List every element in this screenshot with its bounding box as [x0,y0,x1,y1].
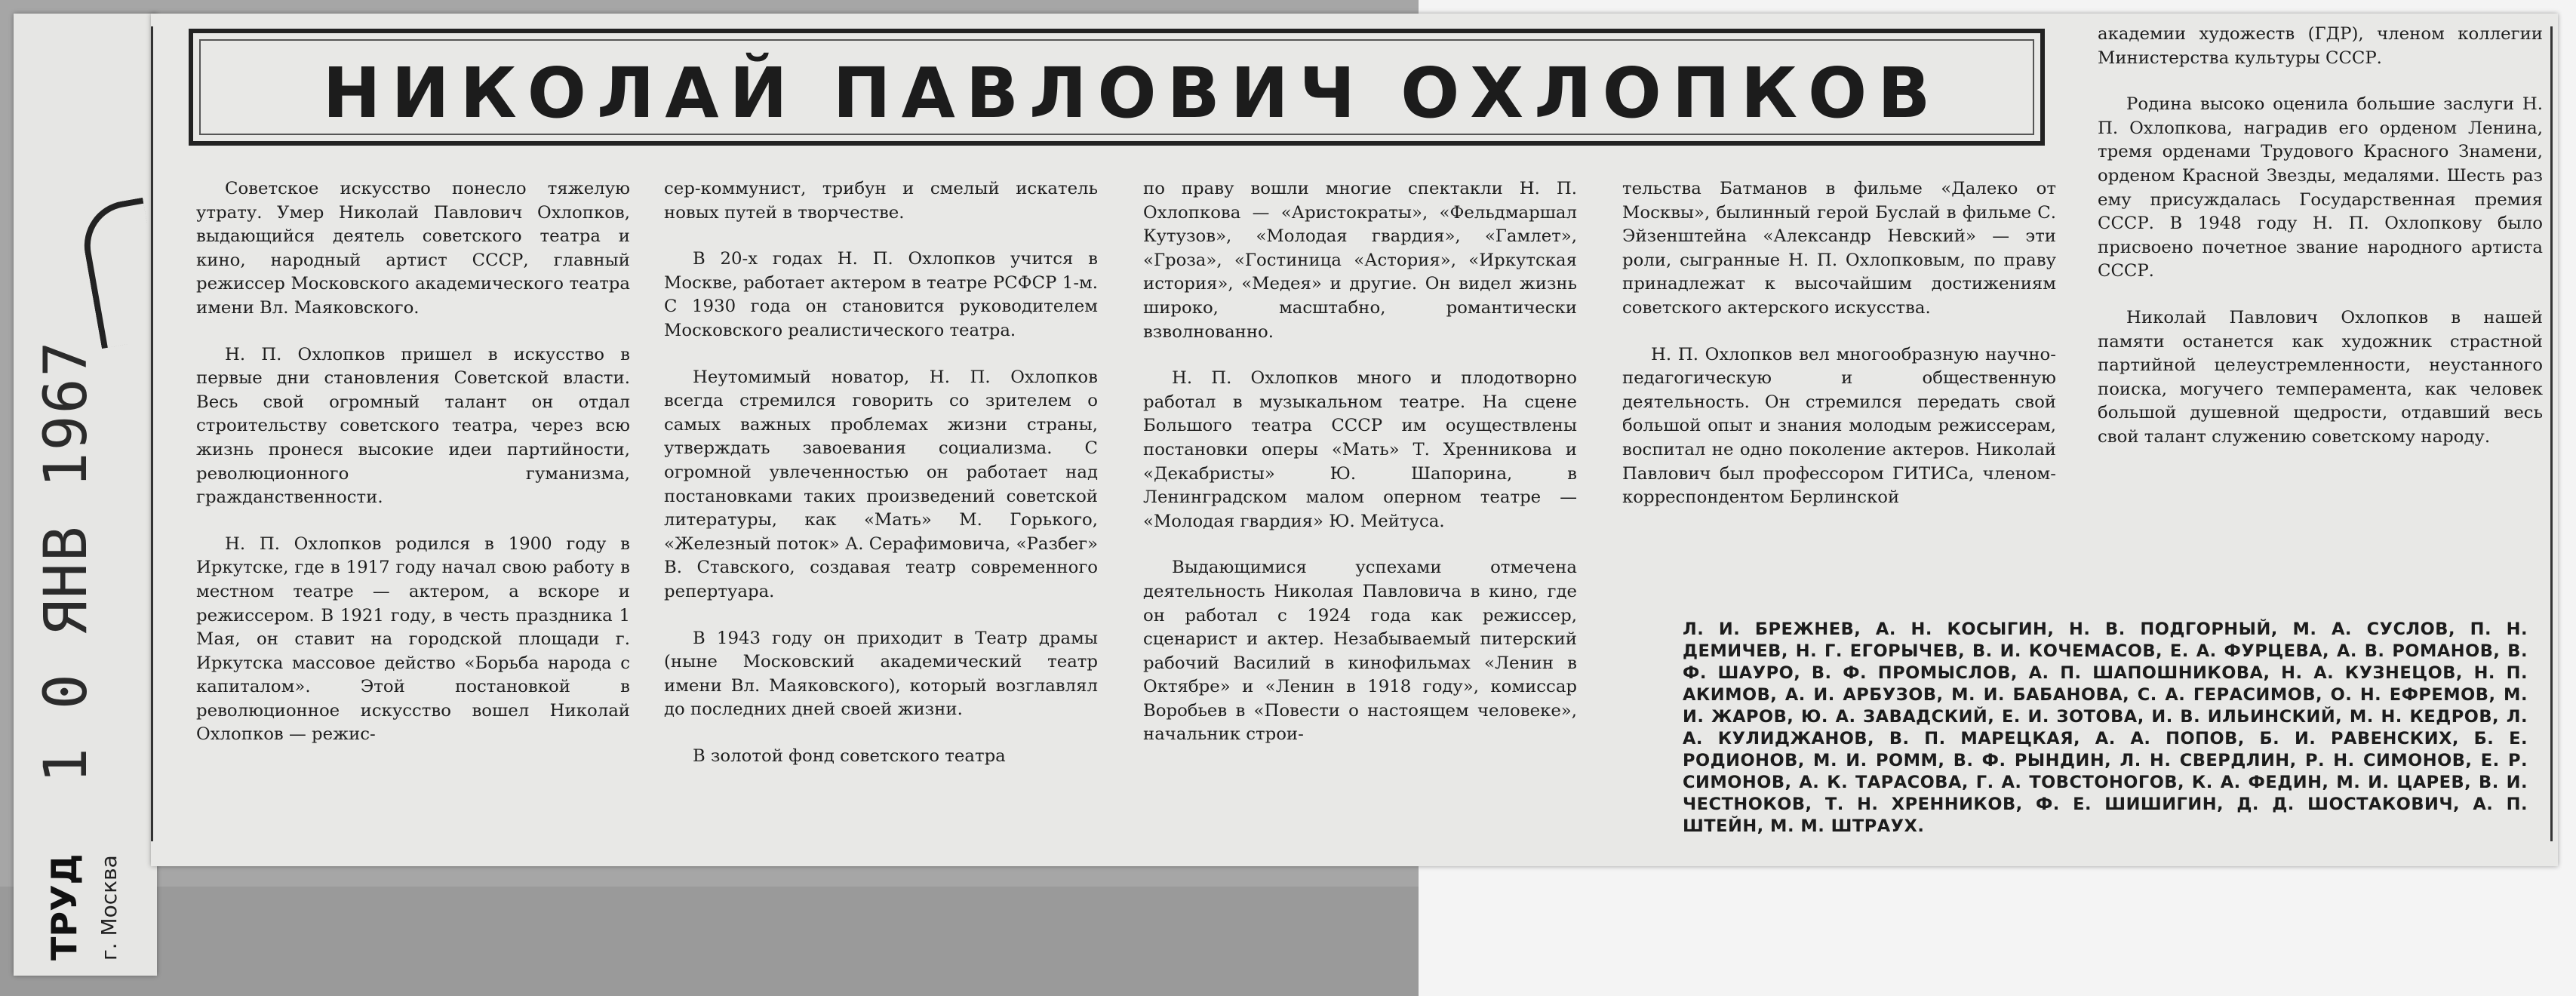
newspaper-name: ТРУД [44,853,85,961]
text-column-5 [2098,23,2543,450]
paragraph: тельства Батманов в фильме «Далеко от Москвы», былинный герой Буслай в фильме С. Эйзенштейна «Александр Невский» — эти роли, сыгранные Н. П. Охлопковым, по праву принадлежат к высочайшим достижениям советского актерского искусства. [1622,179,2056,318]
paragraph: Николай Павлович Охлопков в нашей памяти останется как художник страстной партийной целеустремленности, неустанного поиска, могучего темперамента, как человек большой душевной щедрости, отдавший весь свой талант служению советскому народу. [2098,307,2543,447]
paragraph: академии художеств (ГДР), членом коллегии Министерства культуры СССР. [2098,24,2543,68]
column-rule-left [151,26,153,841]
text-column-4 [1622,177,2056,510]
paragraph: В 1943 году он приходит в Театр драмы (ныне Московский академический театр имени Вл. Маяковского), который возглавлял до последних дней своей жизни. [664,628,1098,720]
paragraph: Н. П. Охлопков вел многообразную научно-педагогическую и общественную деятельность. Он стремился передать свой большой опыт и знания молодым режиссерам, воспитал не одно поколение актеров. Николай Павлович был профессором ГИТИСа, членом-корреспондентом Берлинской [1622,344,2056,508]
paragraph: Выдающимися успехами отмечена деятельность Николая Павловича в кино, где он работал с 1924 года как режиссер, сценарист и актер. Незабываемый питерский рабочий Василий в кинофильмах «Ленин в Октябре» и «Ленин в 1918 году», комиссар Воробьев в «Повести о настоящем человеке», начальник строи- [1143,558,1577,745]
text-column-1 [196,177,630,747]
text-column-2 [664,177,1098,768]
column-rule-right [2550,26,2553,841]
text-column-3 [1143,177,1577,747]
paragraph: Родина высоко оценила большие заслуги Н. П. Охлопкова, наградив его орденом Ленина, тремя орденами Трудового Красного Знамени, орденом Красной Звезды, медалями. Шесть раз ему присуждалась Государственная премия СССР. В 1948 году Н. П. Охлопкову было присвоено почетное звание народного артиста СССР. [2098,94,2543,281]
signatures-block: Л. И. БРЕЖНЕВ, А. Н. КОСЫГИН, Н. В. ПОДГОРНЫЙ, М. А. СУСЛОВ, П. Н. ДЕМИЧЕВ, Н. Г. ЕГОРЫЧЕВ, В. И. КОЧЕМАСОВ, Е. А. ФУРЦЕВА, А. В. РОМАНОВ, В. Ф. ШАУРО, В. Ф. ПРОМЫСЛОВ, А. П. ШАПОШНИКОВА, Н. А. КУЗНЕЦОВ, Н. П. АКИМОВ, А. И. АРБУЗОВ, М. И. БАБАНОВА, С. А. ГЕРАСИМОВ, О. Н. ЕФРЕМОВ, М. И. ЖАРОВ, Ю. А. ЗАВАДСКИЙ, Е. И. ЗОТОВА, И. В. ИЛЬИНСКИЙ, М. Н. КЕДРОВ, Л. А. КУЛИДЖАНОВ, В. П. МАРЕЦКАЯ, А. А. ПОПОВ, Б. И. РАВЕНСКИХ, Б. Е. РОДИОНОВ, М. И. РОММ, В. Ф. РЫНДИН, Л. Н. СВЕРДЛИН, Р. Н. СИМОНОВ, Е. Р. СИМОНОВ, А. К. ТАРАСОВА, Г. А. ТОВСТОНОГОВ, К. А. ФЕДИН, М. И. ЦАРЕВ, В. И. ЧЕСТНОКОВ, Т. Н. ХРЕННИКОВ, Ф. Е. ШИШИГИН, Д. Д. ШОСТАКОВИЧ, А. П. ШТЕЙН, М. М. ШТРАУХ. [1683,619,2528,836]
paragraph: по праву вошли многие спектакли Н. П. Охлопкова — «Аристократы», «Фельдмаршал Кутузов», «Молодая гвардия», «Гамлет», «Гроза», «Гостиница «Астория», «Иркутская история», «Медея» и другие. Он видел жизнь широко, масштабно, романтически взволнованно. [1143,179,1577,342]
paragraph: Н. П. Охлопков пришел в искусство в первые дни становления Советской власти. Весь свой огромный талант он отдал строительству советского театра, через всю жизнь пронеся высокие идеи партийности, революционного гуманизма, гражданственности. [196,344,630,508]
clipping-stub: 1 0 ЯНВ 1967 ТРУД г. Москва [14,14,157,976]
paragraph: В 20-х годах Н. П. Охлопков учится в Москве, работает актером в театре РСФСР 1-м. С 1930 года он становится руководителем Московского реалистического театра. [664,249,1098,340]
paragraph: Неутомимый новатор, Н. П. Охлопков всегда стремился говорить со зрителем о самых важных проблемах жизни страны, утверждать завоевания социализма. С огромной увлеченностью он работает над постановками таких произведений советской литературы, как «Мать» М. Горького, «Железный поток» А. Серафимовича, «Разбег» В. Ставского, создавая театр современного репертуара. [664,367,1098,601]
background-stripe [0,887,1419,996]
paragraph: В золотой фонд советского театра [693,745,1006,766]
paragraph: Н. П. Охлопков много и плодотворно работал в музыкальном театре. На сцене Большого театра СССР им осуществлены постановки оперы «Мать» Т. Хренникова и «Декабристы» Ю. Шапорина, в Ленинградском малом оперном театре — «Молодая гвардия» Ю. Мейтуса. [1143,368,1577,531]
paragraph: Н. П. Охлопков родился в 1900 году в Иркутске, где в 1917 году начал свою работу в местном театре — актером, а вскоре и режиссером. В 1921 году, в честь праздника 1 Мая, он ставит на городской площади г. Иркутска массовое действо «Борьба народа с капиталом». Этой постановкой в революционное искусство вошел Николай Охлопков — режис- [196,533,630,745]
paragraph: Советское искусство понесло тяжелую утрату. Умер Николай Павлович Охлопков, выдающийся деятель советского театра и кино, народный артист СССР, главный режиссер Московского академического театра имени Вл. Маяковского. [196,179,630,318]
newspaper-city: г. Москва [97,855,121,961]
article-title: НИКОЛАЙ ПАВЛОВИЧ ОХЛОПКОВ [322,53,1941,134]
paragraph: сер-коммунист, трибун и смелый искатель новых путей в творчестве. [664,179,1098,223]
